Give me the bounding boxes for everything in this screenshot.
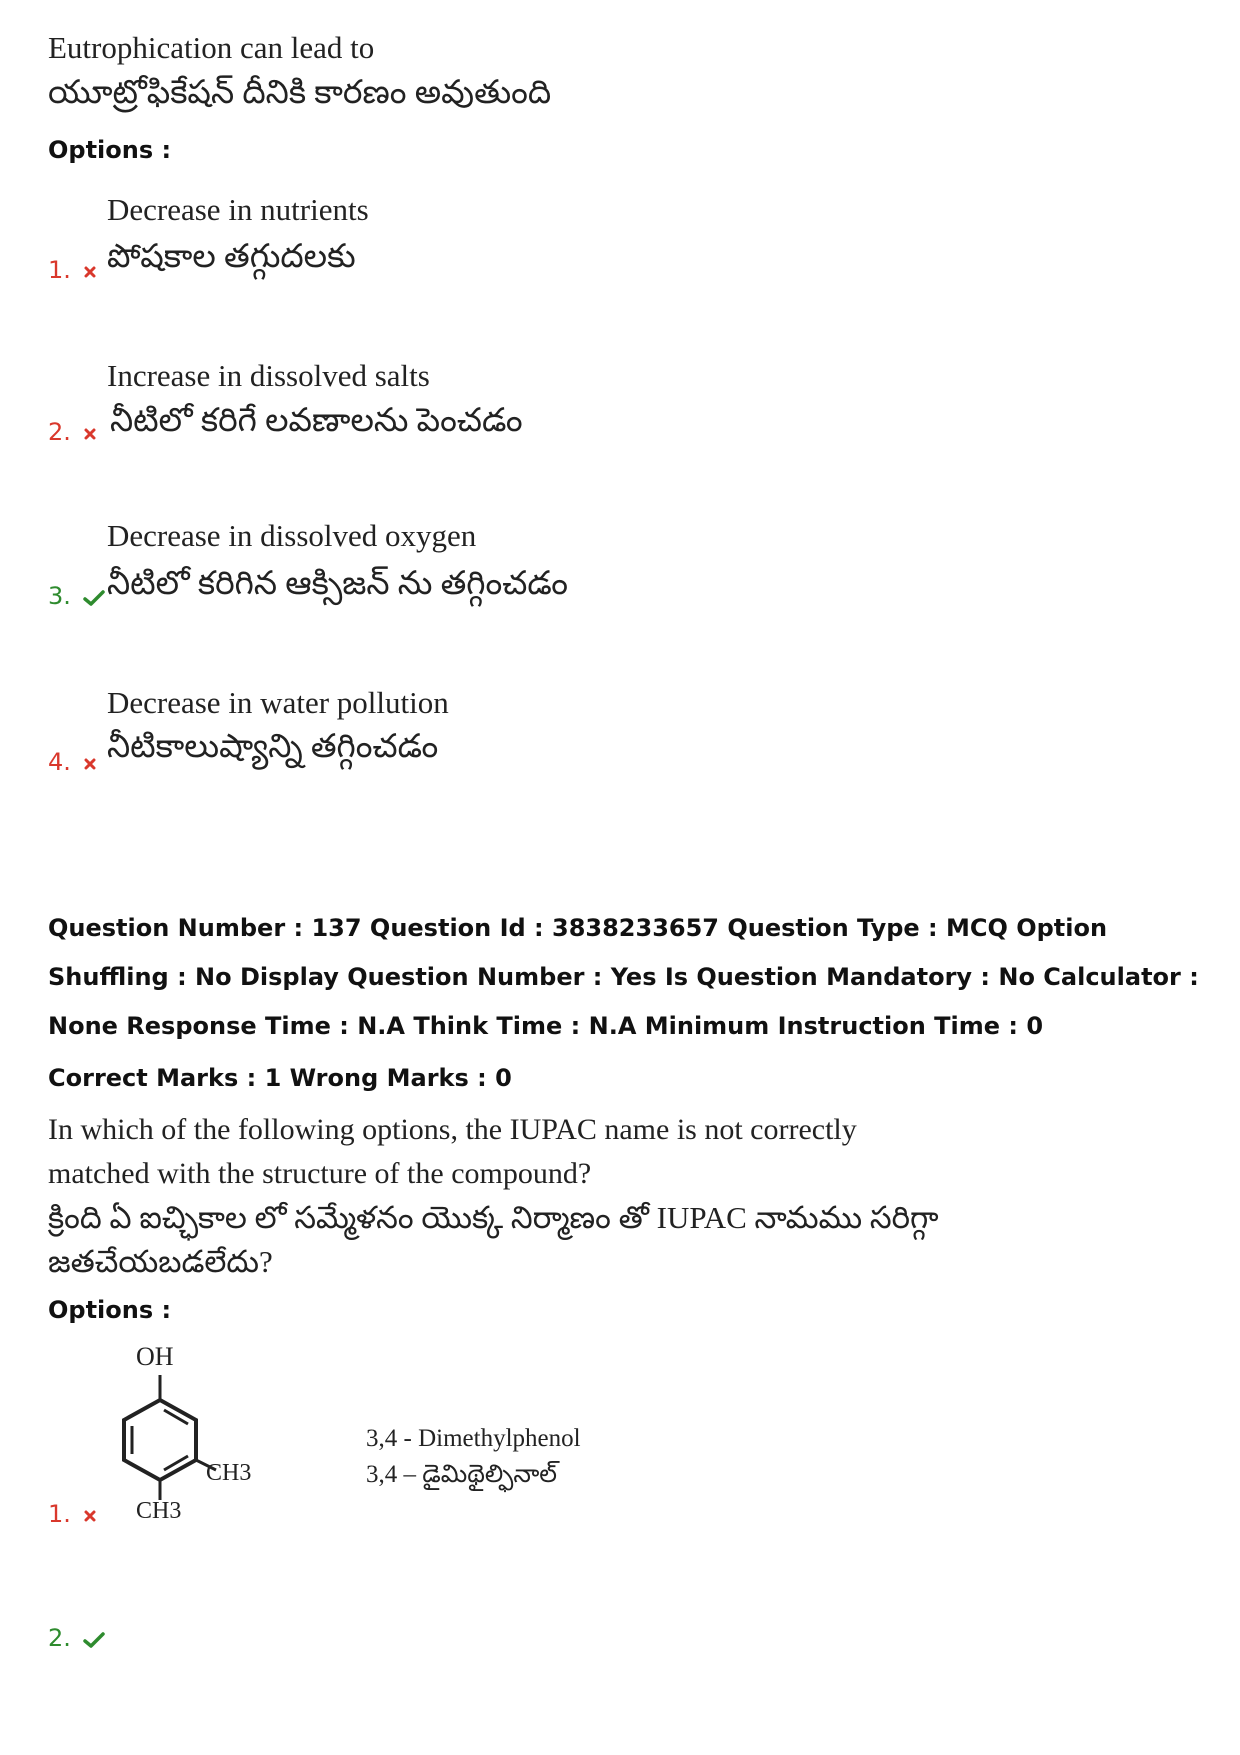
cross-icon <box>83 757 97 776</box>
option-1-text-en: Decrease in nutrients <box>107 192 369 227</box>
option-2-text-te: నీటిలో కరిగే లవణాలను పెంచడం <box>110 403 523 439</box>
option-3-number: 3. <box>48 582 71 610</box>
marks-info: Correct Marks : 1 Wrong Marks : 0 <box>48 1064 512 1092</box>
option-137-2-marker <box>48 1624 105 1653</box>
cross-icon <box>83 427 97 446</box>
question-text-te: యూట్రోఫికేషన్ దీనికి కారణం అవుతుంది <box>48 75 552 111</box>
option-1-marker <box>48 256 97 284</box>
options-label: Options : <box>48 136 172 164</box>
question-meta: Question Number : 137 Question Id : 3838233657 Question Type : MCQ Option Shuffling : No Display Question Number : Yes Is Question Mandatory : No Calculator : None Response Time : N.A Think Time : N.A Minimum Instruction Time : 0 <box>48 914 1199 1040</box>
benzene-structure <box>100 1342 280 1530</box>
options-label-137: Options : <box>48 1296 172 1324</box>
option-137-1-name-te: 3,4 – డైమిథైల్ఫినాల్ <box>366 1461 558 1488</box>
structure-label-top: OH <box>136 1342 174 1371</box>
option-137-1-number: 1. <box>48 1500 71 1528</box>
option-2-text-en: Increase in dissolved salts <box>107 358 430 393</box>
option-1-number: 1. <box>48 256 71 284</box>
option-4-text-en: Decrease in water pollution <box>107 685 449 720</box>
option-2-number: 2. <box>48 418 71 446</box>
option-4-number: 4. <box>48 748 71 776</box>
cross-icon <box>83 265 97 284</box>
option-1-text-te: పోషకాల తగ్గుదలకు <box>107 239 356 275</box>
question-text-en: Eutrophication can lead to <box>48 30 375 65</box>
option-137-2-number: 2. <box>48 1624 71 1652</box>
question-137-text-en: In which of the following options, the IUPAC name is not correctly matched with the structure of the compound? <box>48 1113 857 1190</box>
option-3-marker <box>48 582 105 611</box>
option-4-marker <box>48 748 97 776</box>
cross-icon <box>83 1509 97 1528</box>
option-3-text-en: Decrease in dissolved oxygen <box>107 518 477 553</box>
benzene-ring-drawing <box>100 1350 280 1530</box>
checkmark-icon <box>83 1632 105 1653</box>
option-3-text-te: నీటిలో కరిగిన ఆక్సిజన్ ను తగ్గించడం <box>107 566 569 602</box>
structure-label-side: CH3 <box>206 1460 252 1486</box>
structure-label-bottom: CH3 <box>136 1498 182 1524</box>
question-137-text-te: క్రింది ఏ ఐచ్ఛికాల లో సమ్మేళనం యొక్క నిర్మాణం తో IUPAC నామము సరిగ్గా జతచేయబడలేదు? <box>48 1200 939 1279</box>
option-4-text-te: నీటికాలుష్యాన్ని తగ్గించడం <box>107 729 439 765</box>
checkmark-icon <box>83 590 105 611</box>
option-137-1-name-en: 3,4 - Dimethylphenol <box>366 1425 581 1452</box>
option-137-1-marker <box>48 1500 97 1528</box>
option-2-marker <box>48 418 97 446</box>
